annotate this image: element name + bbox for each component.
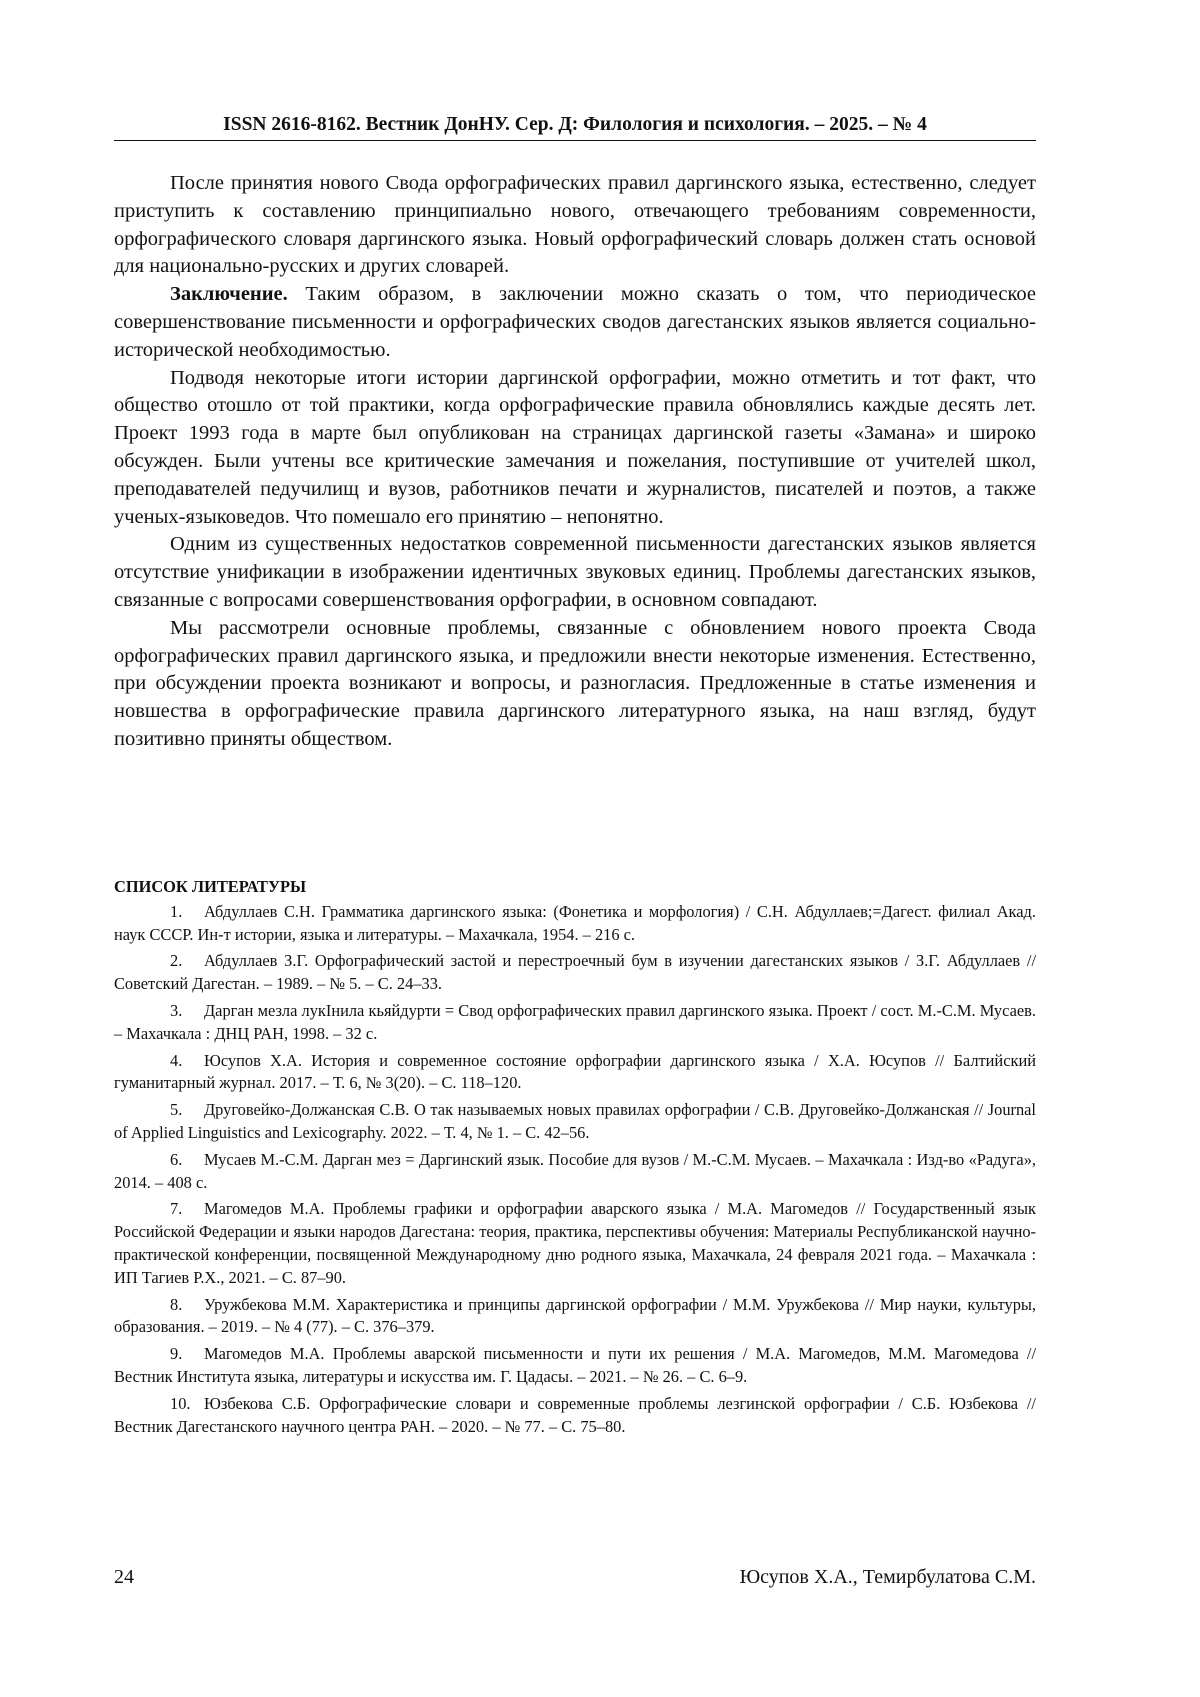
reference-text: Магомедов М.А. Проблемы аварской письменности и пути их решения / М.А. Магомедов, М.М. Магомедова // Вестник Института языка, литературы и искусства им. Г. Цадасы. – 2021. – № 26. – С. 6–9.: [114, 1344, 1036, 1386]
reference-number: 8.: [170, 1294, 183, 1314]
reference-text: Дарган мезла лукIнила кьяйдурти = Свод орфографических правил даргинского языка. Проект / сост. М.-С.М. Мусаев. – Махачкала : ДНЦ РАН, 1998. – 32 с.: [114, 1000, 1036, 1043]
reference-item: [114, 901, 1036, 947]
reference-item: [114, 1198, 1036, 1289]
reference-number: 1.: [170, 901, 183, 921]
running-header: ISSN 2616-8162. Вестник ДонНУ. Сер. Д: Филология и психология. – 2025. – № 4: [114, 112, 1036, 141]
reference-item: [114, 1000, 1036, 1046]
reference-text: Абдуллаев З.Г. Орфографический застой и перестроечный бум в изучении дагестанских языков / З.Г. Абдуллаев // Советский Дагестан. – 1989. – № 5. – С. 24–33.: [114, 951, 1036, 994]
reference-text: Абдуллаев С.Н. Грамматика даргинского языка: (Фонетика и морфология) / С.Н. Абдуллаев;=Дагест. филиал Акад. наук СССР. Ин-т истории, языка и литературы. – Махачкала, 1954. – 216 с.: [114, 901, 1036, 944]
conclusion-heading: Заключение.: [170, 283, 288, 306]
reference-item: [114, 1343, 1036, 1389]
reference-number: 9.: [170, 1344, 183, 1364]
page-number: 24: [114, 1566, 134, 1588]
reference-text: Юсупов Х.А. История и современное состояние орфографии даргинского языка / Х.А. Юсупов // Балтийский гуманитарный журнал. 2017. – Т. 6, № 3(20). – С. 118–120.: [114, 1050, 1036, 1093]
reference-text: Уружбекова М.М. Характеристика и принципы даргинской орфографии / М.М. Уружбекова // Мир науки, культуры, образования. – 2019. – № 4 (77). – С. 376–379.: [114, 1294, 1036, 1337]
paragraph-unification: Одним из существенных недостатков современной письменности дагестанских языков является отсутствие унификации в изображении идентичных звуковых единиц. Проблемы дагестанских языков, связанные с вопросами совершенствования орфографии, в основном совпадают.: [114, 533, 1036, 611]
reference-item: [114, 1099, 1036, 1145]
paragraph-dictionary: После принятия нового Свода орфографических правил даргинского языка, естественно, следует приступить к составлению принципиально нового, отвечающего требованиям современности, орфографического словаря даргинского языка. Новый орфографический словарь должен стать основой для национально-русских и других словарей.: [114, 172, 1036, 278]
paragraph-history: Подводя некоторые итоги истории даргинской орфографии, можно отметить и тот факт, что общество отошло от той практики, когда орфографические правила обновлялись каждые десять лет. Проект 1993 года в марте был опубликован на страницах даргинской газеты «Замана» и широко обсужден. Были учтены все критические замечания и пожелания, поступившие от учителей школ, преподавателей педучилищ и вузов, работников печати и журналистов, писателей и поэтов, а также ученых-языковедов. Что помешало его принятию – непонятно.: [114, 366, 1036, 528]
paragraph-summary: Мы рассмотрели основные проблемы, связанные с обновлением нового проекта Свода орфографических правил даргинского языка, и предложили внести некоторые изменения. Естественно, при обсуждении проекта возникают и вопросы, и разногласия. Предложенные в статье изменения и новшества в орфографические правила даргинского литературного языка, на наш взгляд, будут позитивно приняты обществом.: [114, 616, 1036, 750]
conclusion-text: Таким образом, в заключении можно сказать о том, что периодическое совершенствование письменности и орфографических сводов дагестанских языков является социально-исторической необходимостью.: [114, 283, 1036, 361]
references-title: СПИСОК ЛИТЕРАТУРЫ: [114, 877, 307, 896]
reference-item: [114, 1149, 1036, 1195]
reference-number: 10.: [170, 1393, 191, 1413]
reference-item: [114, 1294, 1036, 1340]
reference-item: [114, 1393, 1036, 1439]
paragraph-conclusion: [114, 281, 1036, 364]
reference-text: Магомедов М.А. Проблемы графики и орфографии аварского языка / М.А. Магомедов // Государственный язык Российской Федерации и языки народов Дагестана: теория, практика, перспективы обучения: Материалы Республиканской научно-практической конференции, посвященной Международному дню родного языка, Махачкала, 24 февраля 2021 года. – Махачкала : ИП Тагиев Р.Х., 2021. – С. 87–90.: [114, 1199, 1036, 1287]
reference-number: 4.: [170, 1050, 183, 1070]
reference-number: 6.: [170, 1149, 183, 1169]
reference-number: 3.: [170, 1000, 183, 1020]
reference-item: [114, 1050, 1036, 1096]
references-section: [114, 876, 1036, 1442]
references-list: [114, 901, 1036, 1439]
reference-number: 7.: [170, 1199, 183, 1219]
reference-number: 2.: [170, 951, 183, 971]
footer-authors: Юсупов Х.А., Темирбулатова С.М.: [739, 1566, 1036, 1588]
article-body: [114, 170, 1036, 754]
reference-item: [114, 950, 1036, 996]
reference-text: Мусаев М.-С.М. Дарган мез = Даргинский язык. Пособие для вузов / М.-С.М. Мусаев. – Махачкала : Изд-во «Радуга», 2014. – 408 с.: [114, 1149, 1036, 1192]
reference-text: Юзбекова С.Б. Орфографические словари и современные проблемы лезгинской орфографии / С.Б. Юзбекова // Вестник Дагестанского научного центра РАН. – 2020. – № 77. – С. 75–80.: [114, 1393, 1036, 1436]
reference-text: Друговейко-Должанская С.В. О так называемых новых правилах орфографии / С.В. Друговейко-Должанская // Journal of Applied Linguistics and Lexicography. 2022. – Т. 4, № 1. – С. 42–56.: [114, 1100, 1036, 1142]
reference-number: 5.: [170, 1100, 183, 1120]
